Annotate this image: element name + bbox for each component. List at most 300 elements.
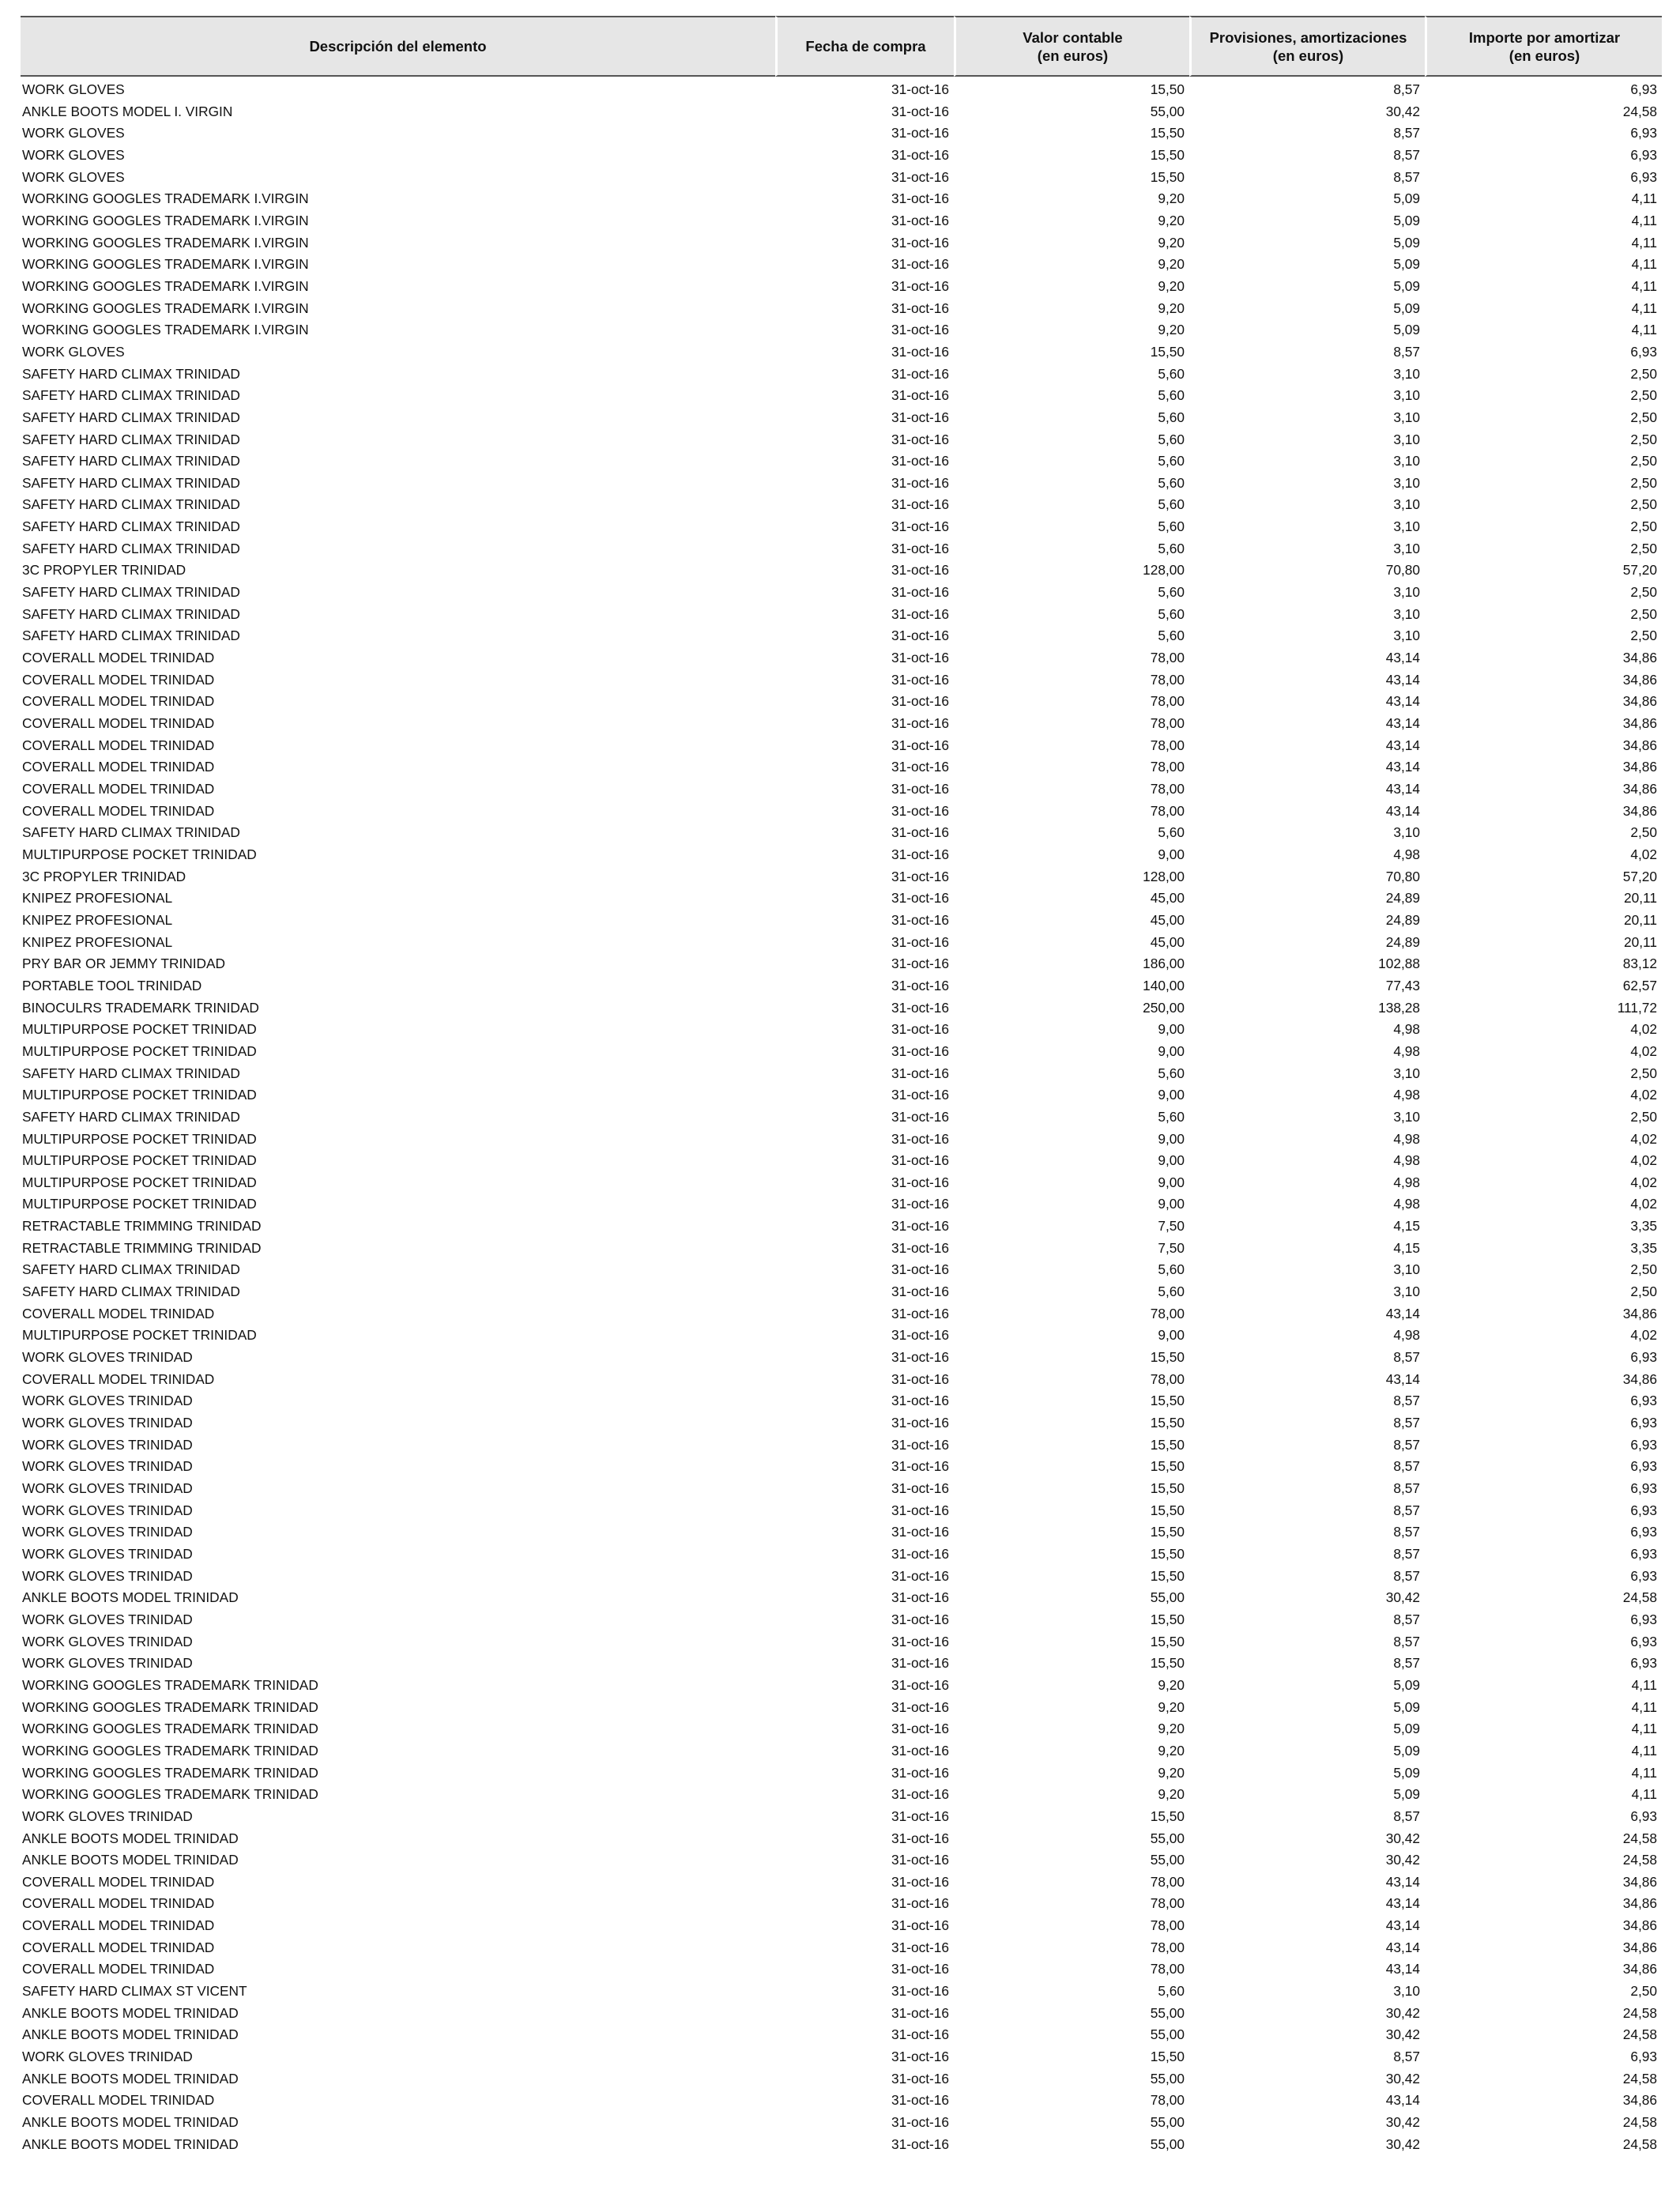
cell-provisions: 30,42 bbox=[1385, 103, 1420, 119]
cell-provisions: 5,09 bbox=[1393, 322, 1420, 338]
cell-purchase-date: 31-oct-16 bbox=[891, 1130, 949, 1147]
cell-remaining: 2,50 bbox=[1630, 1261, 1657, 1278]
cell-description: SAFETY HARD CLIMAX TRINIDAD bbox=[22, 1261, 240, 1278]
cell-description: ANKLE BOOTS MODEL TRINIDAD bbox=[22, 1830, 239, 1846]
cell-remaining: 2,50 bbox=[1630, 431, 1657, 447]
cell-purchase-date: 31-oct-16 bbox=[891, 781, 949, 797]
cell-remaining: 4,11 bbox=[1631, 1742, 1657, 1759]
cell-purchase-date: 31-oct-16 bbox=[891, 868, 949, 884]
cell-book-value: 78,00 bbox=[1150, 1961, 1185, 1977]
cell-remaining: 34,86 bbox=[1622, 1370, 1657, 1387]
cell-book-value: 5,60 bbox=[1158, 1261, 1185, 1278]
table-row bbox=[21, 888, 1662, 910]
table-row bbox=[21, 145, 1662, 167]
cell-remaining: 6,93 bbox=[1630, 1655, 1657, 1672]
cell-provisions: 43,14 bbox=[1385, 650, 1420, 666]
table-row bbox=[21, 756, 1662, 778]
cell-provisions: 43,14 bbox=[1385, 759, 1420, 775]
table-row bbox=[21, 1456, 1662, 1478]
cell-remaining: 2,50 bbox=[1630, 496, 1657, 513]
cell-description: WORK GLOVES TRINIDAD bbox=[22, 2049, 193, 2065]
cell-purchase-date: 31-oct-16 bbox=[891, 103, 949, 119]
table-row bbox=[21, 1631, 1662, 1653]
cell-provisions: 4,98 bbox=[1393, 1021, 1420, 1038]
cell-book-value: 55,00 bbox=[1150, 2114, 1185, 2131]
cell-book-value: 78,00 bbox=[1150, 2092, 1185, 2109]
cell-purchase-date: 31-oct-16 bbox=[891, 562, 949, 579]
cell-description: WORK GLOVES TRINIDAD bbox=[22, 1393, 193, 1409]
cell-provisions: 4,98 bbox=[1393, 846, 1420, 862]
cell-description: WORKING GOOGLES TRADEMARK I.VIRGIN bbox=[22, 212, 309, 228]
cell-book-value: 5,60 bbox=[1158, 1284, 1185, 1300]
cell-purchase-date: 31-oct-16 bbox=[891, 496, 949, 513]
table-row bbox=[21, 2024, 1662, 2046]
cell-provisions: 30,42 bbox=[1385, 1852, 1420, 1868]
cell-description: COVERALL MODEL TRINIDAD bbox=[22, 715, 215, 732]
cell-remaining: 6,93 bbox=[1630, 125, 1657, 141]
cell-purchase-date: 31-oct-16 bbox=[891, 1633, 949, 1649]
cell-provisions: 102,88 bbox=[1378, 956, 1420, 972]
cell-remaining: 24,58 bbox=[1622, 1852, 1657, 1868]
cell-purchase-date: 31-oct-16 bbox=[891, 1852, 949, 1868]
cell-description: SAFETY HARD CLIMAX TRINIDAD bbox=[22, 824, 240, 841]
cell-book-value: 78,00 bbox=[1150, 1370, 1185, 1387]
cell-book-value: 9,20 bbox=[1158, 1698, 1185, 1715]
column-header-unit: (en euros) bbox=[1272, 47, 1344, 64]
table-row bbox=[21, 341, 1662, 364]
cell-remaining: 4,11 bbox=[1631, 234, 1657, 251]
cell-description: WORKING GOOGLES TRADEMARK I.VIRGIN bbox=[22, 190, 309, 207]
cell-remaining: 6,93 bbox=[1630, 1567, 1657, 1584]
cell-provisions: 3,10 bbox=[1393, 453, 1420, 469]
cell-description: MULTIPURPOSE POCKET TRINIDAD bbox=[22, 1196, 257, 1212]
cell-remaining: 6,93 bbox=[1630, 1808, 1657, 1824]
table-row bbox=[21, 1084, 1662, 1106]
cell-provisions: 5,09 bbox=[1393, 1764, 1420, 1781]
cell-purchase-date: 31-oct-16 bbox=[891, 1830, 949, 1846]
cell-purchase-date: 31-oct-16 bbox=[891, 650, 949, 666]
cell-book-value: 55,00 bbox=[1150, 2026, 1185, 2043]
table-row bbox=[21, 1216, 1662, 1238]
cell-book-value: 45,00 bbox=[1150, 911, 1185, 928]
cell-book-value: 5,60 bbox=[1158, 1108, 1185, 1125]
cell-remaining: 24,58 bbox=[1622, 1830, 1657, 1846]
cell-purchase-date: 31-oct-16 bbox=[891, 1415, 949, 1431]
cell-remaining: 34,86 bbox=[1622, 2092, 1657, 2109]
cell-description: ANKLE BOOTS MODEL TRINIDAD bbox=[22, 2136, 239, 2152]
cell-provisions: 24,89 bbox=[1385, 911, 1420, 928]
table-row bbox=[21, 1259, 1662, 1281]
cell-remaining: 2,50 bbox=[1630, 1284, 1657, 1300]
cell-provisions: 43,14 bbox=[1385, 1305, 1420, 1321]
table-row bbox=[21, 1544, 1662, 1566]
cell-description: WORK GLOVES TRINIDAD bbox=[22, 1545, 193, 1562]
cell-book-value: 15,50 bbox=[1150, 1393, 1185, 1409]
cell-provisions: 3,10 bbox=[1393, 1065, 1420, 1081]
cell-description: WORK GLOVES bbox=[22, 81, 125, 97]
table-row bbox=[21, 560, 1662, 582]
cell-book-value: 9,20 bbox=[1158, 1764, 1185, 1781]
table-row bbox=[21, 801, 1662, 823]
cell-remaining: 2,50 bbox=[1630, 605, 1657, 622]
cell-purchase-date: 31-oct-16 bbox=[891, 365, 949, 382]
cell-remaining: 34,86 bbox=[1622, 1895, 1657, 1912]
cell-book-value: 15,50 bbox=[1150, 1349, 1185, 1366]
cell-description: WORK GLOVES TRINIDAD bbox=[22, 1502, 193, 1518]
column-header-remaining bbox=[1425, 16, 1662, 77]
table-row bbox=[21, 1478, 1662, 1500]
cell-remaining: 6,93 bbox=[1630, 2049, 1657, 2065]
cell-purchase-date: 31-oct-16 bbox=[891, 1327, 949, 1344]
cell-provisions: 3,10 bbox=[1393, 518, 1420, 535]
cell-description: SAFETY HARD CLIMAX TRINIDAD bbox=[22, 431, 240, 447]
cell-remaining: 34,86 bbox=[1622, 671, 1657, 688]
cell-description: SAFETY HARD CLIMAX TRINIDAD bbox=[22, 540, 240, 556]
cell-description: COVERALL MODEL TRINIDAD bbox=[22, 1939, 215, 1955]
cell-description: 3C PROPYLER TRINIDAD bbox=[22, 562, 186, 579]
table-row bbox=[21, 77, 1662, 101]
cell-remaining: 57,20 bbox=[1622, 868, 1657, 884]
table-row bbox=[21, 1587, 1662, 1609]
cell-provisions: 3,10 bbox=[1393, 387, 1420, 404]
cell-book-value: 78,00 bbox=[1150, 693, 1185, 710]
cell-description: BINOCULRS TRADEMARK TRINIDAD bbox=[22, 999, 259, 1016]
cell-description: ANKLE BOOTS MODEL TRINIDAD bbox=[22, 1852, 239, 1868]
cell-description: ANKLE BOOTS MODEL I. VIRGIN bbox=[22, 103, 233, 119]
cell-book-value: 9,20 bbox=[1158, 256, 1185, 273]
cell-provisions: 30,42 bbox=[1385, 2026, 1420, 2043]
cell-purchase-date: 31-oct-16 bbox=[891, 584, 949, 601]
cell-purchase-date: 31-oct-16 bbox=[891, 1480, 949, 1496]
cell-description: COVERALL MODEL TRINIDAD bbox=[22, 2092, 215, 2109]
table-row bbox=[21, 2046, 1662, 2068]
column-header-label: Fecha de compra bbox=[805, 38, 926, 55]
cell-description: MULTIPURPOSE POCKET TRINIDAD bbox=[22, 1021, 257, 1038]
cell-provisions: 43,14 bbox=[1385, 1939, 1420, 1955]
cell-remaining: 2,50 bbox=[1630, 824, 1657, 841]
cell-description: MULTIPURPOSE POCKET TRINIDAD bbox=[22, 1174, 257, 1190]
cell-remaining: 4,11 bbox=[1631, 1786, 1657, 1803]
cell-purchase-date: 31-oct-16 bbox=[891, 1436, 949, 1453]
cell-provisions: 43,14 bbox=[1385, 715, 1420, 732]
table-row bbox=[21, 1806, 1662, 1828]
cell-book-value: 128,00 bbox=[1143, 562, 1185, 579]
cell-purchase-date: 31-oct-16 bbox=[891, 2092, 949, 2109]
table-row bbox=[21, 1347, 1662, 1369]
table-row bbox=[21, 1129, 1662, 1151]
cell-remaining: 6,93 bbox=[1630, 1436, 1657, 1453]
cell-description: MULTIPURPOSE POCKET TRINIDAD bbox=[22, 1152, 257, 1169]
cell-remaining: 4,02 bbox=[1630, 1196, 1657, 1212]
cell-provisions: 8,57 bbox=[1393, 1436, 1420, 1453]
cell-provisions: 5,09 bbox=[1393, 300, 1420, 316]
cell-remaining: 6,93 bbox=[1630, 1502, 1657, 1518]
table-row bbox=[21, 1609, 1662, 1631]
cell-description: COVERALL MODEL TRINIDAD bbox=[22, 650, 215, 666]
cell-remaining: 6,93 bbox=[1630, 1480, 1657, 1496]
cell-book-value: 15,50 bbox=[1150, 1545, 1185, 1562]
table-row bbox=[21, 1828, 1662, 1850]
cell-remaining: 34,86 bbox=[1622, 781, 1657, 797]
cell-description: ANKLE BOOTS MODEL TRINIDAD bbox=[22, 2070, 239, 2087]
cell-book-value: 15,50 bbox=[1150, 1458, 1185, 1475]
cell-provisions: 5,09 bbox=[1393, 234, 1420, 251]
cell-remaining: 6,93 bbox=[1630, 343, 1657, 360]
table-row bbox=[21, 167, 1662, 189]
cell-remaining: 4,02 bbox=[1630, 1042, 1657, 1059]
cell-book-value: 78,00 bbox=[1150, 650, 1185, 666]
column-header-unit: (en euros) bbox=[1037, 47, 1109, 64]
column-header-unit: (en euros) bbox=[1509, 47, 1580, 64]
cell-remaining: 34,86 bbox=[1622, 1305, 1657, 1321]
cell-book-value: 15,50 bbox=[1150, 168, 1185, 185]
table-row bbox=[21, 997, 1662, 1020]
cell-remaining: 34,86 bbox=[1622, 759, 1657, 775]
table-row bbox=[21, 1653, 1662, 1675]
cell-purchase-date: 31-oct-16 bbox=[891, 628, 949, 644]
cell-provisions: 43,14 bbox=[1385, 671, 1420, 688]
cell-book-value: 9,20 bbox=[1158, 190, 1185, 207]
cell-purchase-date: 31-oct-16 bbox=[891, 1567, 949, 1584]
cell-provisions: 5,09 bbox=[1393, 212, 1420, 228]
cell-purchase-date: 31-oct-16 bbox=[891, 453, 949, 469]
cell-purchase-date: 31-oct-16 bbox=[891, 605, 949, 622]
cell-purchase-date: 31-oct-16 bbox=[891, 1065, 949, 1081]
cell-purchase-date: 31-oct-16 bbox=[891, 234, 949, 251]
cell-book-value: 78,00 bbox=[1150, 715, 1185, 732]
cell-remaining: 20,11 bbox=[1624, 933, 1657, 950]
cell-purchase-date: 31-oct-16 bbox=[891, 1370, 949, 1387]
cell-purchase-date: 31-oct-16 bbox=[891, 1961, 949, 1977]
cell-book-value: 55,00 bbox=[1150, 2070, 1185, 2087]
cell-provisions: 30,42 bbox=[1385, 2136, 1420, 2152]
cell-provisions: 5,09 bbox=[1393, 277, 1420, 294]
cell-remaining: 34,86 bbox=[1622, 693, 1657, 710]
cell-description: MULTIPURPOSE POCKET TRINIDAD bbox=[22, 1130, 257, 1147]
cell-provisions: 8,57 bbox=[1393, 1567, 1420, 1584]
cell-purchase-date: 31-oct-16 bbox=[891, 1021, 949, 1038]
cell-book-value: 9,20 bbox=[1158, 322, 1185, 338]
cell-description: COVERALL MODEL TRINIDAD bbox=[22, 1873, 215, 1890]
cell-remaining: 4,02 bbox=[1630, 846, 1657, 862]
column-header-label: Provisiones, amortizaciones bbox=[1209, 28, 1407, 46]
cell-description: COVERALL MODEL TRINIDAD bbox=[22, 1917, 215, 1934]
cell-remaining: 2,50 bbox=[1630, 365, 1657, 382]
table-row bbox=[21, 538, 1662, 560]
cell-remaining: 6,93 bbox=[1630, 1415, 1657, 1431]
cell-description: WORK GLOVES bbox=[22, 168, 125, 185]
cell-book-value: 45,00 bbox=[1150, 933, 1185, 950]
cell-description: SAFETY HARD CLIMAX TRINIDAD bbox=[22, 518, 240, 535]
cell-provisions: 24,89 bbox=[1385, 933, 1420, 950]
cell-book-value: 5,60 bbox=[1158, 605, 1185, 622]
table-row bbox=[21, 1172, 1662, 1194]
cell-purchase-date: 31-oct-16 bbox=[891, 1939, 949, 1955]
table-row bbox=[21, 385, 1662, 407]
cell-purchase-date: 31-oct-16 bbox=[891, 1284, 949, 1300]
cell-purchase-date: 31-oct-16 bbox=[891, 322, 949, 338]
cell-provisions: 30,42 bbox=[1385, 1830, 1420, 1846]
cell-book-value: 15,50 bbox=[1150, 81, 1185, 97]
cell-remaining: 6,93 bbox=[1630, 1633, 1657, 1649]
cell-description: SAFETY HARD CLIMAX TRINIDAD bbox=[22, 496, 240, 513]
cell-purchase-date: 31-oct-16 bbox=[891, 977, 949, 993]
cell-description: WORK GLOVES TRINIDAD bbox=[22, 1458, 193, 1475]
cell-purchase-date: 31-oct-16 bbox=[891, 1042, 949, 1059]
table-row bbox=[21, 604, 1662, 626]
cell-provisions: 4,98 bbox=[1393, 1196, 1420, 1212]
cell-purchase-date: 31-oct-16 bbox=[891, 1721, 949, 1737]
cell-remaining: 24,58 bbox=[1622, 2070, 1657, 2087]
cell-description: COVERALL MODEL TRINIDAD bbox=[22, 802, 215, 819]
cell-remaining: 2,50 bbox=[1630, 628, 1657, 644]
table-row bbox=[21, 1303, 1662, 1325]
cell-book-value: 15,50 bbox=[1150, 2049, 1185, 2065]
cell-remaining: 34,86 bbox=[1622, 1961, 1657, 1977]
cell-remaining: 24,58 bbox=[1622, 2114, 1657, 2131]
cell-remaining: 6,93 bbox=[1630, 1349, 1657, 1366]
cell-book-value: 9,00 bbox=[1158, 1196, 1185, 1212]
cell-description: WORKING GOOGLES TRADEMARK I.VIRGIN bbox=[22, 277, 309, 294]
cell-provisions: 3,10 bbox=[1393, 584, 1420, 601]
cell-book-value: 78,00 bbox=[1150, 1873, 1185, 1890]
cell-remaining: 57,20 bbox=[1622, 562, 1657, 579]
table-row bbox=[21, 669, 1662, 692]
cell-remaining: 4,11 bbox=[1631, 212, 1657, 228]
cell-book-value: 5,60 bbox=[1158, 540, 1185, 556]
table-row bbox=[21, 188, 1662, 210]
table-row bbox=[21, 713, 1662, 735]
table-row bbox=[21, 276, 1662, 298]
cell-purchase-date: 31-oct-16 bbox=[891, 212, 949, 228]
table-row bbox=[21, 1958, 1662, 1981]
cell-book-value: 5,60 bbox=[1158, 1983, 1185, 2000]
cell-description: WORK GLOVES TRINIDAD bbox=[22, 1436, 193, 1453]
cell-book-value: 5,60 bbox=[1158, 518, 1185, 535]
cell-description: WORK GLOVES TRINIDAD bbox=[22, 1524, 193, 1540]
cell-remaining: 62,57 bbox=[1622, 977, 1657, 993]
cell-description: RETRACTABLE TRIMMING TRINIDAD bbox=[22, 1218, 262, 1235]
cell-provisions: 3,10 bbox=[1393, 1261, 1420, 1278]
cell-description: KNIPEZ PROFESIONAL bbox=[22, 911, 173, 928]
cell-book-value: 9,00 bbox=[1158, 1130, 1185, 1147]
cell-book-value: 9,20 bbox=[1158, 212, 1185, 228]
cell-provisions: 5,09 bbox=[1393, 1742, 1420, 1759]
cell-purchase-date: 31-oct-16 bbox=[891, 1393, 949, 1409]
cell-purchase-date: 31-oct-16 bbox=[891, 737, 949, 753]
table-row bbox=[21, 429, 1662, 451]
cell-book-value: 9,20 bbox=[1158, 300, 1185, 316]
cell-book-value: 9,20 bbox=[1158, 1676, 1185, 1693]
cell-purchase-date: 31-oct-16 bbox=[891, 1087, 949, 1103]
cell-book-value: 15,50 bbox=[1150, 1480, 1185, 1496]
cell-provisions: 30,42 bbox=[1385, 2114, 1420, 2131]
cell-description: RETRACTABLE TRIMMING TRINIDAD bbox=[22, 1239, 262, 1256]
cell-purchase-date: 31-oct-16 bbox=[891, 759, 949, 775]
cell-provisions: 4,15 bbox=[1393, 1218, 1420, 1235]
cell-provisions: 8,57 bbox=[1393, 1633, 1420, 1649]
cell-remaining: 4,11 bbox=[1631, 277, 1657, 294]
cell-description: SAFETY HARD CLIMAX TRINIDAD bbox=[22, 365, 240, 382]
column-header-label: Importe por amortizar bbox=[1468, 28, 1621, 46]
table-row bbox=[21, 822, 1662, 844]
cell-provisions: 43,14 bbox=[1385, 1895, 1420, 1912]
cell-description: WORKING GOOGLES TRADEMARK I.VIRGIN bbox=[22, 300, 309, 316]
cell-remaining: 4,02 bbox=[1630, 1130, 1657, 1147]
table-row bbox=[21, 844, 1662, 866]
cell-book-value: 5,60 bbox=[1158, 474, 1185, 491]
cell-purchase-date: 31-oct-16 bbox=[891, 540, 949, 556]
cell-book-value: 15,50 bbox=[1150, 1633, 1185, 1649]
cell-description: ANKLE BOOTS MODEL TRINIDAD bbox=[22, 2004, 239, 2021]
cell-provisions: 8,57 bbox=[1393, 125, 1420, 141]
cell-provisions: 30,42 bbox=[1385, 1589, 1420, 1606]
cell-provisions: 30,42 bbox=[1385, 2070, 1420, 2087]
cell-purchase-date: 31-oct-16 bbox=[891, 1305, 949, 1321]
cell-purchase-date: 31-oct-16 bbox=[891, 715, 949, 732]
cell-remaining: 34,86 bbox=[1622, 1939, 1657, 1955]
cell-description: COVERALL MODEL TRINIDAD bbox=[22, 1895, 215, 1912]
cell-description: WORK GLOVES TRINIDAD bbox=[22, 1349, 193, 1366]
table-row bbox=[21, 1193, 1662, 1216]
cell-purchase-date: 31-oct-16 bbox=[891, 1108, 949, 1125]
cell-book-value: 55,00 bbox=[1150, 2004, 1185, 2021]
cell-provisions: 4,98 bbox=[1393, 1042, 1420, 1059]
cell-provisions: 30,42 bbox=[1385, 2004, 1420, 2021]
cell-provisions: 43,14 bbox=[1385, 1961, 1420, 1977]
cell-provisions: 5,09 bbox=[1393, 256, 1420, 273]
cell-book-value: 15,50 bbox=[1150, 1611, 1185, 1627]
cell-book-value: 15,50 bbox=[1150, 1502, 1185, 1518]
cell-provisions: 43,14 bbox=[1385, 693, 1420, 710]
cell-description: SAFETY HARD CLIMAX TRINIDAD bbox=[22, 409, 240, 425]
cell-description: WORK GLOVES TRINIDAD bbox=[22, 1480, 193, 1496]
table-row bbox=[21, 2090, 1662, 2112]
cell-provisions: 24,89 bbox=[1385, 890, 1420, 907]
cell-provisions: 43,14 bbox=[1385, 737, 1420, 753]
cell-remaining: 4,11 bbox=[1631, 1721, 1657, 1737]
cell-provisions: 5,09 bbox=[1393, 1721, 1420, 1737]
cell-purchase-date: 31-oct-16 bbox=[891, 168, 949, 185]
table-row bbox=[21, 1325, 1662, 1347]
cell-purchase-date: 31-oct-16 bbox=[891, 1458, 949, 1475]
cell-purchase-date: 31-oct-16 bbox=[891, 1349, 949, 1366]
cell-remaining: 6,93 bbox=[1630, 1611, 1657, 1627]
cell-description: MULTIPURPOSE POCKET TRINIDAD bbox=[22, 1087, 257, 1103]
cell-purchase-date: 31-oct-16 bbox=[891, 1589, 949, 1606]
cell-purchase-date: 31-oct-16 bbox=[891, 1742, 949, 1759]
cell-book-value: 250,00 bbox=[1143, 999, 1185, 1016]
cell-remaining: 3,35 bbox=[1630, 1239, 1657, 1256]
table-row bbox=[21, 2068, 1662, 2090]
cell-purchase-date: 31-oct-16 bbox=[891, 1174, 949, 1190]
cell-purchase-date: 31-oct-16 bbox=[891, 1698, 949, 1715]
table-row bbox=[21, 319, 1662, 341]
cell-remaining: 24,58 bbox=[1622, 103, 1657, 119]
cell-provisions: 5,09 bbox=[1393, 1786, 1420, 1803]
cell-provisions: 8,57 bbox=[1393, 1808, 1420, 1824]
cell-description: WORKING GOOGLES TRADEMARK TRINIDAD bbox=[22, 1676, 318, 1693]
cell-remaining: 6,93 bbox=[1630, 168, 1657, 185]
table-header bbox=[21, 16, 1662, 77]
cell-description: ANKLE BOOTS MODEL TRINIDAD bbox=[22, 2026, 239, 2043]
cell-description: COVERALL MODEL TRINIDAD bbox=[22, 671, 215, 688]
cell-description: ANKLE BOOTS MODEL TRINIDAD bbox=[22, 2114, 239, 2131]
cell-purchase-date: 31-oct-16 bbox=[891, 1152, 949, 1169]
cell-provisions: 4,98 bbox=[1393, 1130, 1420, 1147]
cell-provisions: 4,98 bbox=[1393, 1152, 1420, 1169]
cell-remaining: 4,11 bbox=[1631, 1676, 1657, 1693]
